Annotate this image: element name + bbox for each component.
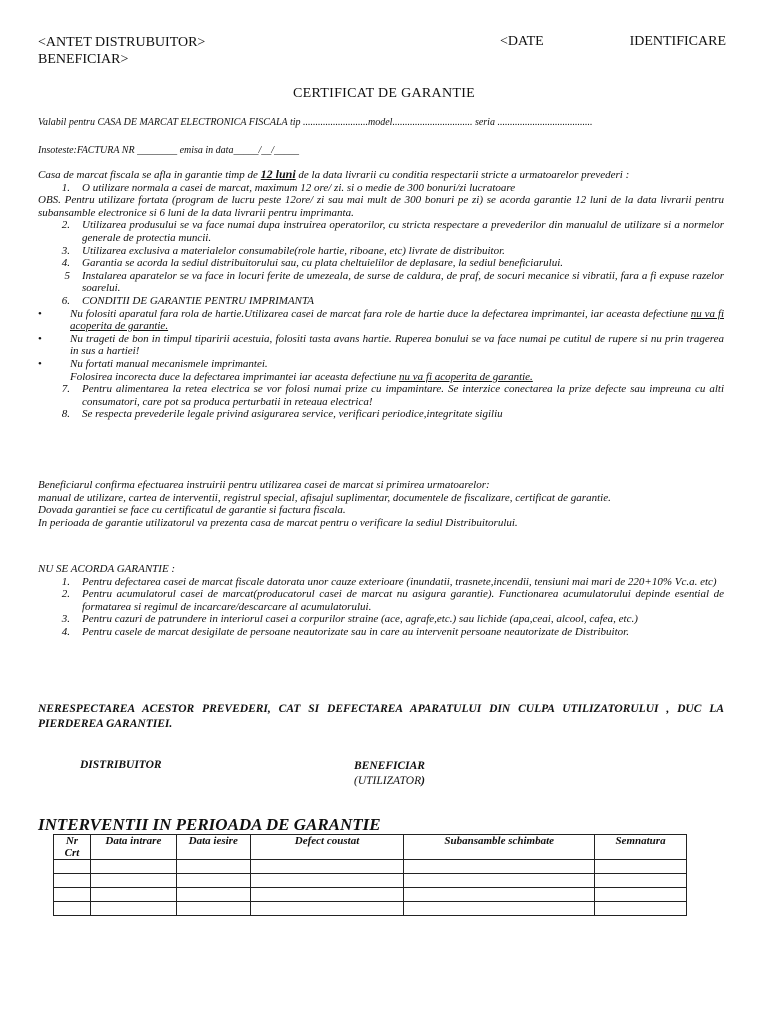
beneficiary-p2: manual de utilizare, cartea de interventii, registrul special, afisajul suplimentar, documentele de fiscalizare, certificat de garantie. (38, 491, 611, 504)
printer-condition-3-cont: Folosirea incorecta duce la defectarea imprimantei iar aceasta defectiune nu va fi acoperita de garantie. (70, 370, 533, 383)
bullet-icon: • (38, 332, 42, 345)
condition-5: 5 Instalarea aparatelor se va face in locuri ferite de umezeala, de surse de caldura, de praf, de socuri mecanice si vibratii, fara a fi expuse razelor soarelui. (64, 269, 724, 295)
exclusion-2: 2. Pentru acumulatorul casei de marcat(producatorul casei de marcat nu asigura garantie). Functionarea acumulatorului depinde esential de formatarea si regimul de incarcare/descarcare al acumulatorului. (61, 588, 724, 613)
table-cell (595, 860, 687, 874)
beneficiary-section (38, 479, 724, 529)
table-cell (90, 902, 176, 916)
column-header: Data intrare (90, 835, 176, 860)
distributor-signature-label: DISTRIBUITOR (80, 759, 162, 771)
conditions-section (38, 168, 724, 421)
exclusion-3: 3. Pentru cazuri de patrundere in interiorul casei a corpurilor straine (ace, agrafe,etc.) sau lichide (apa,ceai, alcool, cafea, etc.) (61, 613, 638, 626)
beneficiary-signature-label: BENEFICIAR (354, 760, 425, 772)
column-header: Subansamble schimbate (404, 835, 595, 860)
column-header: Nr Crt (54, 835, 91, 860)
table-cell (250, 902, 404, 916)
table-cell (90, 860, 176, 874)
table-cell (176, 874, 250, 888)
obs-paragraph: OBS. Pentru utilizare fortata (program de lucru peste 12ore/ zi sau mai mult de 300 bonuri pe zi) se acorda garantie 12 luni de la data livrarii pentru subansamble electronice si 6 luni de la data livrarii pentru imprimanta. (38, 194, 724, 219)
bullet-icon: • (38, 357, 42, 370)
table-cell (250, 888, 404, 902)
bullet-icon: • (38, 307, 42, 320)
printer-condition-2: • Nu trageti de bon in timpul tiparirii acestuia, folositi tasta avans hartie. Ruperea bonului se va face numai pe cutitul de rupere si nu prin tragerea in sus a hartiei! (38, 332, 724, 358)
warranty-loss-warning: NERESPECTAREA ACESTOR PREVEDERI, CAT SI DEFECTAREA APARATULUI DIN CULPA UTILIZATORULUI , DUC LA PIERDEREA GARANTIEI. (38, 703, 724, 730)
identification-word-2: IDENTIFICARE (629, 34, 726, 49)
header-right (500, 34, 726, 50)
interventions-table (53, 834, 687, 916)
exclusions-section (38, 563, 724, 639)
table-cell (404, 874, 595, 888)
table-cell (90, 874, 176, 888)
beneficiary-signature-block: BENEFICIAR (UTILIZATOR) (354, 760, 425, 787)
printer-condition-1: • Nu folositi aparatul fara rola de hartie.Utilizarea casei de marcat fara role de hartie duce la defectarea imprimantei, iar aceasta defectiune nu va fi acoperita de garantie. (38, 307, 724, 333)
table-cell (250, 874, 404, 888)
exclusions-heading: NU SE ACORDA GARANTIE : (38, 563, 176, 575)
printer-condition-3: • Nu fortati manual mecanismele imprimantei. (38, 357, 268, 370)
condition-6: 6. CONDITII DE GARANTIE PENTRU IMPRIMANTA (61, 294, 314, 307)
table-row (54, 860, 687, 874)
invoice-line: Insoteste:FACTURA NR ________ emisa in data_____/__/_____ (38, 145, 300, 156)
condition-7: 7. Pentru alimentarea la retea electrica se vor folosi numai prize cu impamintare. Se interzice conectarea la prize defecte sau impreuna cu alti consumatori, care pot sa produca perturbatii in reteaua electrica! (61, 383, 724, 408)
interventions-table-body (54, 860, 687, 916)
beneficiary-p3: Dovada garantiei se face cu certificatul de garantie si factura fiscala. (38, 504, 346, 517)
table-row (54, 874, 687, 888)
condition-8: 8. Se respecta prevederile legale privind asigurarea service, verificari periodice,integritate sigiliu (61, 408, 503, 421)
document-title: CERTIFICAT DE GARANTIE (292, 86, 476, 101)
column-header: Data iesire (176, 835, 250, 860)
header-left (38, 34, 205, 68)
table-row (54, 902, 687, 916)
beneficiary-placeholder: BENEFICIAR> (38, 52, 129, 67)
table-cell (404, 860, 595, 874)
table-cell (54, 874, 91, 888)
table-cell (595, 902, 687, 916)
column-header: Semnatura (595, 835, 687, 860)
condition-3: 3. Utilizarea exclusiva a materialelor consumabile(role hartie, riboane, etc) livrate de distribuitor. (61, 244, 505, 257)
distributor-letterhead-placeholder: <ANTET DISTRUBUITOR> (38, 35, 206, 50)
interventions-title: INTERVENTII IN PERIOADA DE GARANTIE (38, 815, 381, 834)
column-header: Defect coustat (250, 835, 404, 860)
beneficiary-p4: In perioada de garantie utilizatorul va prezenta casa de marcat pentru o verificare la sediul Distribuitorului. (38, 516, 518, 529)
exclusion-4: 4. Pentru casele de marcat desigilate de persoane neautorizate sau in care au intervenit persoane neautorizate de Distribuitor. (61, 625, 629, 638)
table-cell (595, 888, 687, 902)
beneficiary-p1: Beneficiarul confirma efectuarea instruirii pentru utilizarea casei de marcat si primirea urmatoarelor: (38, 479, 490, 491)
table-cell (176, 888, 250, 902)
table-cell (54, 860, 91, 874)
table-cell (54, 888, 91, 902)
condition-1: 1. O utilizare normala a casei de marcat, maximum 12 ore/ zi. si o medie de 300 bonuri/zi lucratoare (61, 181, 516, 194)
warranty-period: 12 luni (260, 167, 296, 181)
table-row (54, 888, 687, 902)
intro-paragraph: Casa de marcat fiscala se afla in garantie timp de 12 luni de la data livrarii cu conditia respectarii stricte a urmatoarelor prevederi : (38, 167, 630, 181)
table-cell (250, 860, 404, 874)
table-cell (404, 888, 595, 902)
identification-word-1: <DATE (500, 34, 544, 49)
valid-for-line: Valabil pentru CASA DE MARCAT ELECTRONICA FISCALA tip ..........................model................................ seria ...................................... (38, 117, 593, 128)
table-cell (595, 874, 687, 888)
table-cell (176, 902, 250, 916)
table-cell (90, 888, 176, 902)
table-cell (54, 902, 91, 916)
table-cell (176, 860, 250, 874)
condition-4: 4. Garantia se acorda la sediul distribuitorului sau, cu plata cheltuielilor de deplasare, la sediul beneficiarului. (61, 257, 564, 270)
user-label: (UTILIZATOR (354, 775, 422, 787)
table-cell (404, 902, 595, 916)
condition-2: 2. Utilizarea produsului se va face numai dupa instruirea operatorilor, cu stricta respectare a prevederilor din manualul de utilizare si a normelor generale de protectia muncii. (61, 219, 724, 244)
table-header-row (54, 835, 687, 860)
exclusion-1: 1. Pentru defectarea casei de marcat fiscale datorata unor cauze exterioare (inundatii, trasnete,incendii, tensiuni mai mari de 220+10% Vc.a. etc) (61, 575, 717, 588)
